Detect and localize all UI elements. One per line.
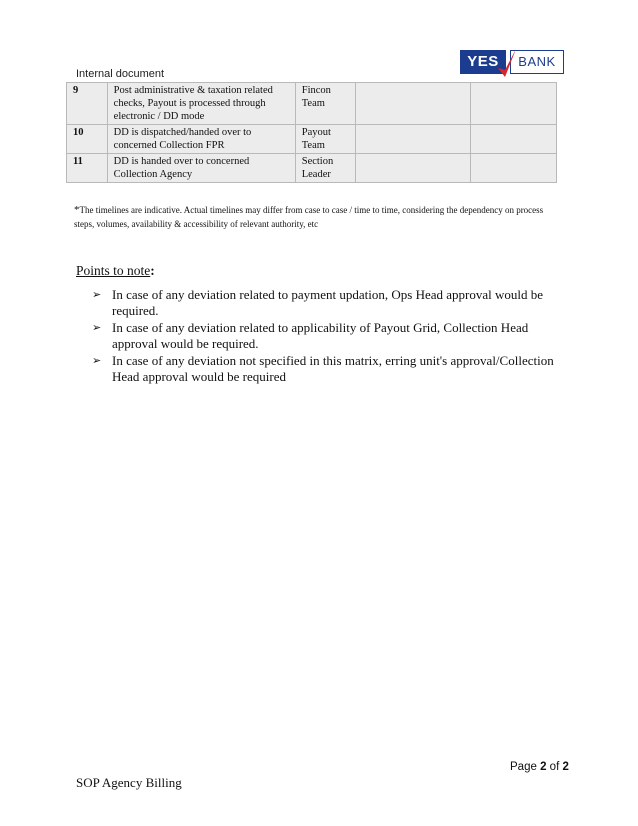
point-text: In case of any deviation not specified in this matrix, erring unit's approval/Collection Head approval would be required	[112, 353, 554, 384]
list-item	[92, 320, 562, 352]
table-row	[67, 125, 557, 154]
process-steps-table	[66, 82, 557, 183]
step-owner: Payout Team	[295, 125, 356, 154]
step-owner: Section Leader	[295, 154, 356, 183]
footnote-text: The timelines are indicative. Actual timelines may differ from case to case / time to time, considering the dependency on process steps, volumes, availability & accessibility of relevant authority, etc	[74, 205, 544, 229]
page-number	[510, 761, 569, 773]
yes-bank-logo	[460, 48, 562, 78]
page-of: of	[549, 761, 560, 773]
step-extra-2	[471, 83, 557, 125]
timeline-footnote	[74, 203, 544, 231]
table-row	[67, 83, 557, 125]
step-extra-1	[356, 154, 471, 183]
list-item	[92, 287, 562, 319]
points-list	[92, 287, 562, 386]
step-extra-2	[471, 154, 557, 183]
step-number: 10	[67, 125, 108, 154]
points-heading	[76, 263, 155, 279]
point-text: In case of any deviation related to applicability of Payout Grid, Collection Head approval would be required.	[112, 320, 529, 351]
step-extra-1	[356, 125, 471, 154]
step-number: 11	[67, 154, 108, 183]
step-owner: Fincon Team	[295, 83, 356, 125]
footnote-asterisk: *	[74, 204, 80, 216]
table-row	[67, 154, 557, 183]
points-heading-text: Points to note	[76, 263, 151, 278]
step-number: 9	[67, 83, 108, 125]
page-word: Page	[510, 761, 537, 773]
footer-document-title: SOP Agency Billing	[76, 775, 182, 790]
arrow-bullet-icon: ➢	[92, 354, 102, 367]
page-total: 2	[562, 761, 569, 773]
list-item	[92, 353, 562, 385]
step-extra-1	[356, 83, 471, 125]
point-text: In case of any deviation related to payment updation, Ops Head approval would be required.	[112, 287, 544, 318]
logo-bank-text: BANK	[510, 50, 564, 74]
document-classification-label: Internal document	[76, 68, 165, 80]
arrow-bullet-icon: ➢	[92, 321, 102, 334]
logo-yes-text: YES	[460, 50, 506, 74]
step-activity: Post administrative & taxation related checks, Payout is processed through electronic / DD mode	[107, 83, 295, 125]
step-activity: DD is handed over to concerned Collection Agency	[107, 154, 295, 183]
arrow-bullet-icon: ➢	[92, 288, 102, 301]
step-extra-2	[471, 125, 557, 154]
page-current: 2	[540, 761, 547, 773]
points-heading-colon: :	[150, 263, 155, 278]
logo-swoosh-icon	[496, 48, 518, 80]
step-activity: DD is dispatched/handed over to concerned Collection FPR	[107, 125, 295, 154]
